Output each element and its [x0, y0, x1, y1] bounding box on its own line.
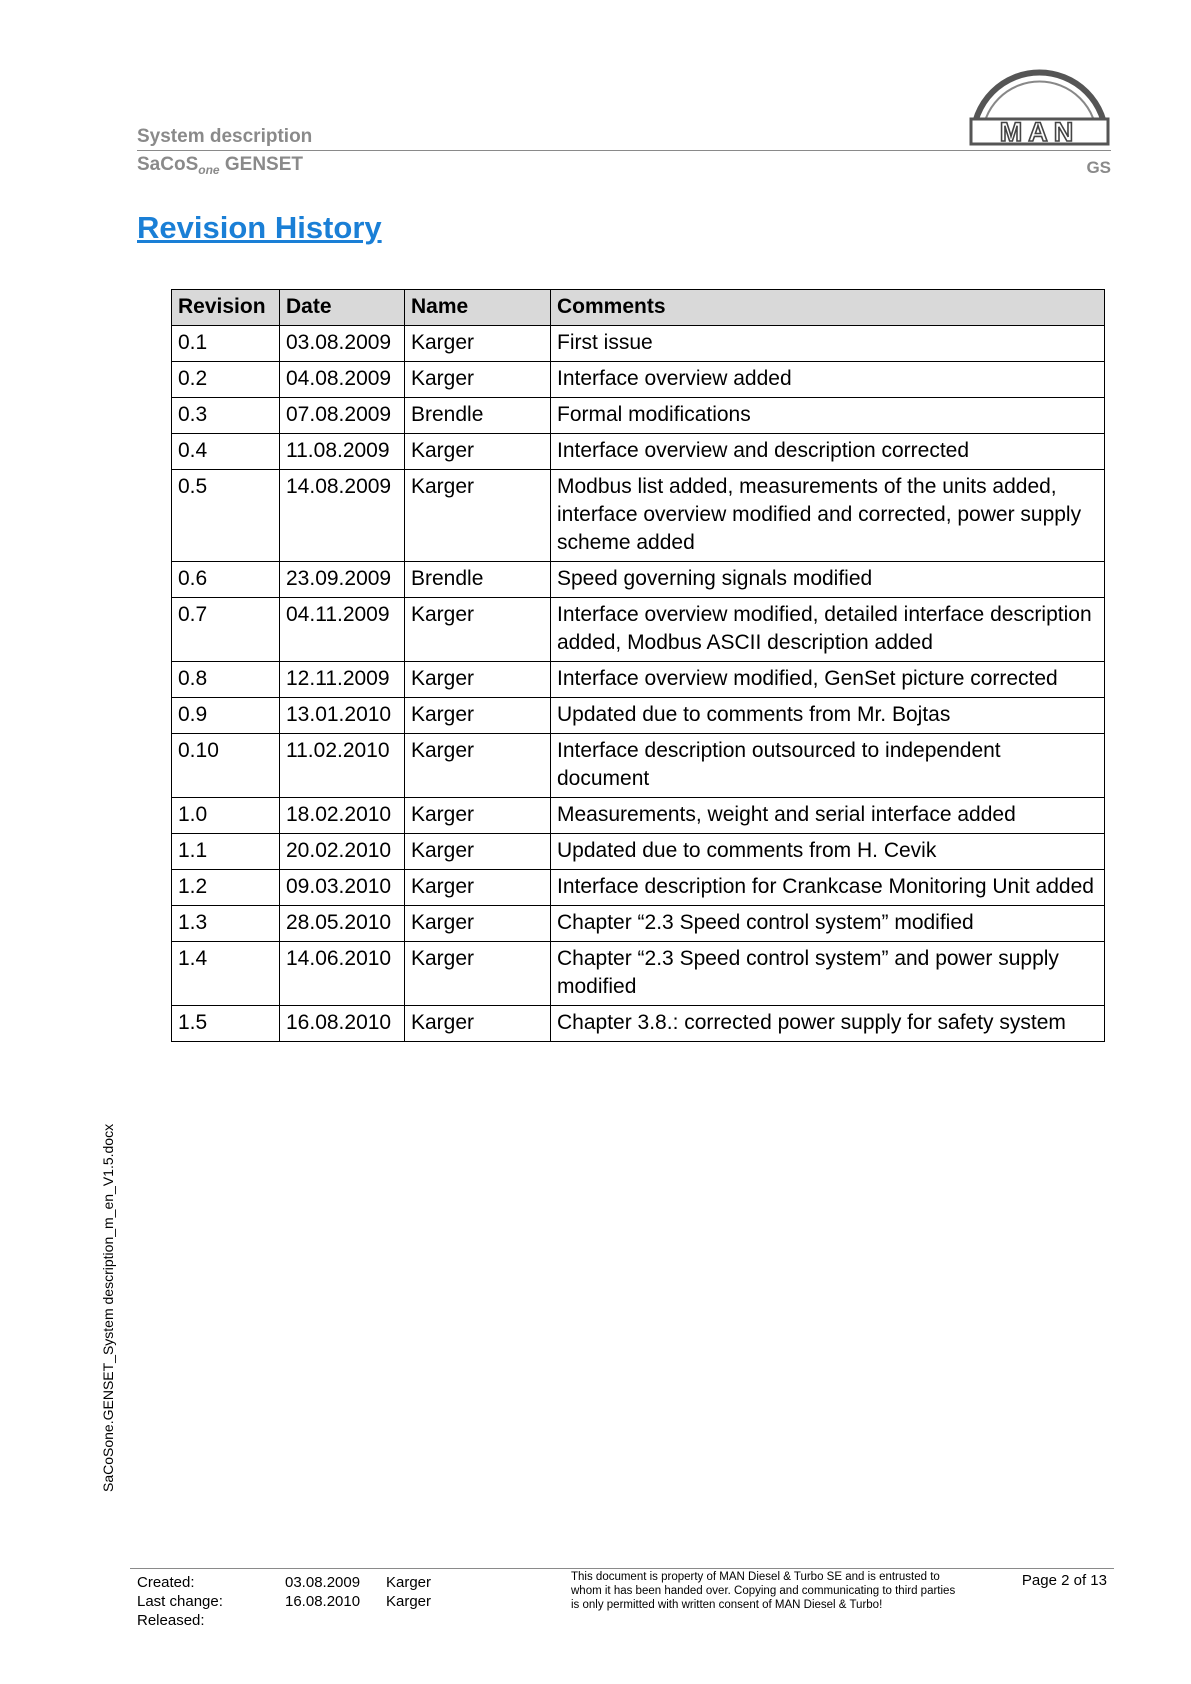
- document-type: System description: [137, 126, 313, 147]
- header-date: Date: [280, 290, 405, 326]
- cell-comment: Interface overview and description corrected: [551, 434, 1105, 470]
- cell-name: Karger: [405, 798, 551, 834]
- cell-comment: Formal modifications: [551, 398, 1105, 434]
- page-number: Page 2 of 13: [1021, 1572, 1107, 1589]
- cell-comment: Interface overview modified, GenSet picture corrected: [551, 662, 1105, 698]
- copyright-notice: This document is property of MAN Diesel & Turbo SE and is entrusted to whom it has been handed over. Copying and communicating to third parties is only permitted with written consent of MAN Diesel & Turbo!: [571, 1571, 956, 1611]
- last-change-by: Karger: [386, 1593, 432, 1610]
- cell-name: Brendle: [405, 562, 551, 598]
- header-divider: [137, 150, 1111, 151]
- cell-date: 11.08.2009: [280, 434, 405, 470]
- cell-name: Karger: [405, 326, 551, 362]
- cell-revision: 1.3: [172, 906, 280, 942]
- cell-comment: Speed governing signals modified: [551, 562, 1105, 598]
- cell-name: Karger: [405, 734, 551, 798]
- cell-date: 20.02.2010: [280, 834, 405, 870]
- header-comments: Comments: [551, 290, 1105, 326]
- table-row: [172, 906, 1105, 942]
- cell-comment: Modbus list added, measurements of the units added, interface overview modified and corrected, power supply scheme added: [551, 470, 1105, 562]
- page-title: Revision History: [137, 210, 382, 245]
- revision-table: [171, 289, 1105, 1042]
- table-body: [172, 326, 1105, 1042]
- cell-revision: 0.1: [172, 326, 280, 362]
- table-header-row: [172, 290, 1105, 326]
- table-row: [172, 326, 1105, 362]
- cell-date: 16.08.2010: [280, 1006, 405, 1042]
- last-change-label: Last change:: [137, 1593, 223, 1610]
- product-name: [137, 154, 303, 177]
- cell-name: Brendle: [405, 398, 551, 434]
- cell-revision: 1.2: [172, 870, 280, 906]
- cell-name: Karger: [405, 942, 551, 1006]
- cell-revision: 1.5: [172, 1006, 280, 1042]
- cell-comment: Interface overview modified, detailed interface description added, Modbus ASCII description added: [551, 598, 1105, 662]
- table-row: [172, 798, 1105, 834]
- cell-comment: Chapter “2.3 Speed control system” and power supply modified: [551, 942, 1105, 1006]
- cell-revision: 0.8: [172, 662, 280, 698]
- product-name-main: SaCoS: [137, 154, 199, 175]
- cell-date: 09.03.2010: [280, 870, 405, 906]
- cell-revision: 0.5: [172, 470, 280, 562]
- footer-labels: [137, 1573, 223, 1630]
- cell-comment: Chapter 3.8.: corrected power supply for safety system: [551, 1006, 1105, 1042]
- cell-date: 14.08.2009: [280, 470, 405, 562]
- cell-name: Karger: [405, 698, 551, 734]
- header-name: Name: [405, 290, 551, 326]
- table-row: [172, 1006, 1105, 1042]
- cell-date: 12.11.2009: [280, 662, 405, 698]
- table-row: [172, 562, 1105, 598]
- table-row: [172, 398, 1105, 434]
- created-date: 03.08.2009: [285, 1574, 361, 1591]
- header-revision: Revision: [172, 290, 280, 326]
- cell-revision: 0.3: [172, 398, 280, 434]
- file-name: SaCoSone.GENSET_System description_m_en_V1.5.docx: [100, 1123, 116, 1492]
- product-name-subscript: one: [198, 163, 220, 177]
- product-name-rest: GENSET: [219, 154, 303, 175]
- released-label: Released:: [137, 1612, 205, 1629]
- cell-revision: 0.10: [172, 734, 280, 798]
- cell-comment: Chapter “2.3 Speed control system” modified: [551, 906, 1105, 942]
- cell-revision: 0.6: [172, 562, 280, 598]
- cell-name: Karger: [405, 1006, 551, 1042]
- cell-name: Karger: [405, 470, 551, 562]
- cell-comment: Updated due to comments from H. Cevik: [551, 834, 1105, 870]
- cell-revision: 1.1: [172, 834, 280, 870]
- cell-name: Karger: [405, 834, 551, 870]
- cell-revision: 1.4: [172, 942, 280, 1006]
- cell-comment: Measurements, weight and serial interface added: [551, 798, 1105, 834]
- cell-date: 14.06.2010: [280, 942, 405, 1006]
- cell-date: 23.09.2009: [280, 562, 405, 598]
- cell-date: 07.08.2009: [280, 398, 405, 434]
- cell-revision: 0.7: [172, 598, 280, 662]
- cell-revision: 0.4: [172, 434, 280, 470]
- cell-revision: 0.2: [172, 362, 280, 398]
- table-row: [172, 870, 1105, 906]
- man-logo: [968, 66, 1111, 149]
- cell-date: 03.08.2009: [280, 326, 405, 362]
- footer-divider: [130, 1568, 1114, 1569]
- cell-comment: Interface overview added: [551, 362, 1105, 398]
- cell-comment: Interface description for Crankcase Monitoring Unit added: [551, 870, 1105, 906]
- table-row: [172, 698, 1105, 734]
- table-row: [172, 942, 1105, 1006]
- table-row: [172, 662, 1105, 698]
- cell-comment: Updated due to comments from Mr. Bojtas: [551, 698, 1105, 734]
- logo-text: MAN: [999, 117, 1080, 147]
- cell-date: 04.11.2009: [280, 598, 405, 662]
- footer-authors: [386, 1573, 431, 1611]
- cell-date: 28.05.2010: [280, 906, 405, 942]
- table-row: [172, 734, 1105, 798]
- cell-date: 11.02.2010: [280, 734, 405, 798]
- cell-name: Karger: [405, 598, 551, 662]
- cell-date: 18.02.2010: [280, 798, 405, 834]
- cell-name: Karger: [405, 362, 551, 398]
- cell-name: Karger: [405, 906, 551, 942]
- cell-date: 13.01.2010: [280, 698, 405, 734]
- created-label: Created:: [137, 1574, 195, 1591]
- cell-date: 04.08.2009: [280, 362, 405, 398]
- cell-revision: 0.9: [172, 698, 280, 734]
- created-by: Karger: [386, 1574, 432, 1591]
- table-row: [172, 598, 1105, 662]
- cell-revision: 1.0: [172, 798, 280, 834]
- table-row: [172, 834, 1105, 870]
- cell-name: Karger: [405, 870, 551, 906]
- cell-comment: First issue: [551, 326, 1105, 362]
- cell-name: Karger: [405, 662, 551, 698]
- department-code: GS: [1086, 158, 1111, 177]
- table-row: [172, 434, 1105, 470]
- cell-name: Karger: [405, 434, 551, 470]
- table-row: [172, 362, 1105, 398]
- cell-comment: Interface description outsourced to independent document: [551, 734, 1105, 798]
- footer-dates: [285, 1573, 360, 1611]
- table-row: [172, 470, 1105, 562]
- last-change-date: 16.08.2010: [285, 1593, 361, 1610]
